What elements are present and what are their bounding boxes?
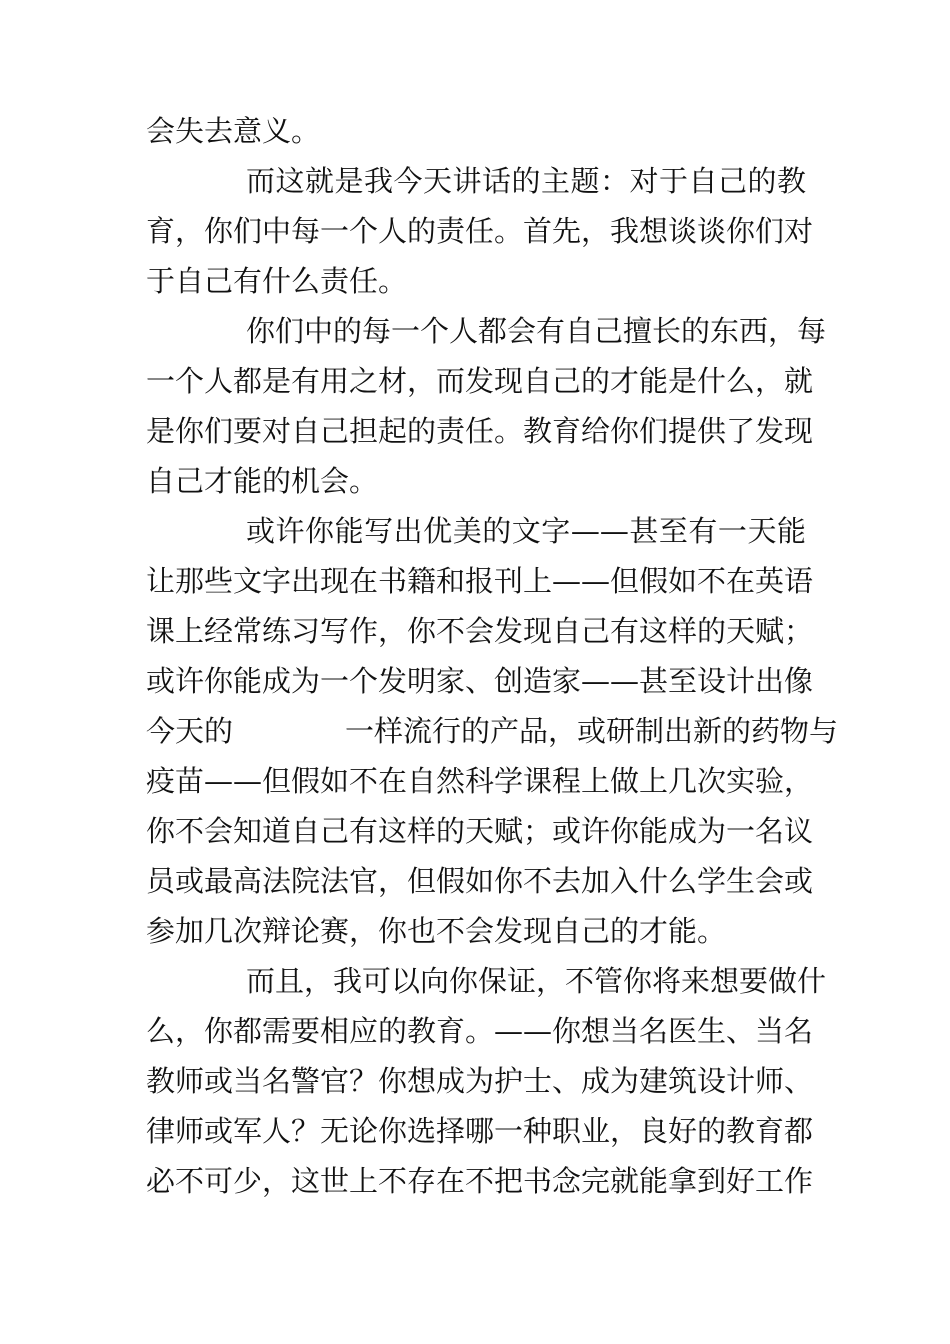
- text-line: 自己才能的机会。: [146, 464, 379, 498]
- text-line: 你们中的每一个人都会有自己擅长的东西，每: [246, 314, 827, 348]
- text-line: 而且，我可以向你保证，不管你将来想要做什: [246, 964, 827, 998]
- text-line: 是你们要对自己担起的责任。教育给你们提供了发现: [146, 414, 814, 448]
- paragraph: [146, 306, 827, 506]
- text-line: 律师或军人？无论你选择哪一种职业，良好的教育都: [146, 1114, 814, 1148]
- paragraph: [146, 506, 839, 956]
- text-line: 育，你们中每一个人的责任。首先，我想谈谈你们对: [146, 214, 814, 248]
- text-line: 你不会知道自己有这样的天赋；或许你能成为一名议: [146, 814, 814, 848]
- text-line: 必不可少，这世上不存在不把书念完就能拿到好工作: [146, 1164, 814, 1198]
- text-segment: 今天的: [146, 714, 234, 748]
- text-line: 会失去意义。: [146, 114, 321, 148]
- text-line: [146, 706, 839, 756]
- paragraph: [146, 156, 814, 306]
- text-line: 参加几次辩论赛，你也不会发现自己的才能。: [146, 914, 727, 948]
- paragraph: [146, 106, 806, 156]
- text-line: 于自己有什么责任。: [146, 264, 408, 298]
- text-line: 疫苗——但假如不在自然科学课程上做上几次实验，: [146, 764, 814, 798]
- text-line: 一个人都是有用之材，而发现自己的才能是什么，就: [146, 364, 814, 398]
- text-line: 或许你能写出优美的文字——甚至有一天能: [246, 514, 806, 548]
- text-line: 么，你都需要相应的教育。——你想当名医生、当名: [146, 1014, 814, 1048]
- text-line: 员或最高法院法官，但假如你不去加入什么学生会或: [146, 864, 814, 898]
- text-segment: 一样流行的产品，或研制出新的药物与: [345, 714, 839, 748]
- text-line: 教师或当名警官？你想成为护士、成为建筑设计师、: [146, 1064, 814, 1098]
- body-text: [146, 106, 839, 1206]
- text-line: 让那些文字出现在书籍和报刊上——但假如不在英语: [146, 564, 814, 598]
- text-line: 或许你能成为一个发明家、创造家——甚至设计出像: [146, 664, 814, 698]
- paragraph: [146, 956, 827, 1206]
- text-line: 课上经常练习写作，你不会发现自己有这样的天赋；: [146, 614, 814, 648]
- text-line: 而这就是我今天讲话的主题：对于自己的教: [246, 164, 806, 198]
